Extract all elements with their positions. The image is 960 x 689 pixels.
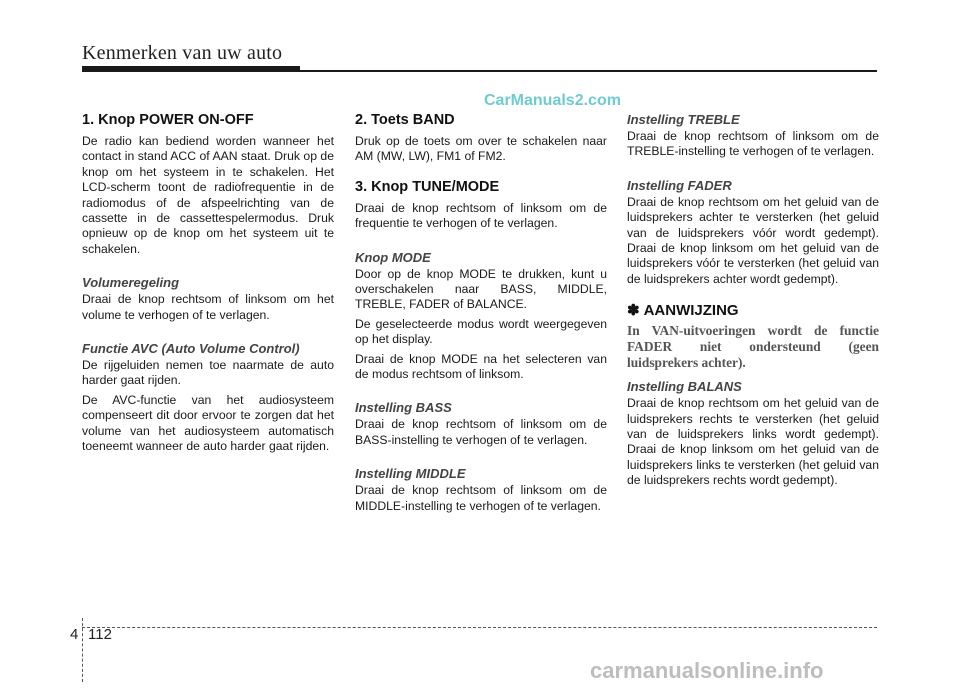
chapter-number: 4 bbox=[70, 626, 79, 643]
section-text-avc-1: De rijgeluiden nemen toe naarmate de auto harder gaat rijden. bbox=[82, 358, 334, 388]
note-heading bbox=[627, 301, 879, 319]
header-bar bbox=[82, 66, 300, 72]
section-title-tune-mode: 3. Knop TUNE/MODE bbox=[355, 178, 500, 195]
section-title-fader: Instelling FADER bbox=[627, 177, 732, 193]
section-title-volume: Volumeregeling bbox=[82, 275, 180, 291]
column-2 bbox=[355, 112, 607, 518]
section-text-mode-3: Draai de knop MODE na het selecteren van de modus rechtsom of linksom. bbox=[355, 351, 607, 382]
section-text-tune-mode: Draai de knop rechtsom of linksom om de frequentie te verhogen of te verlagen. bbox=[355, 200, 607, 231]
section-text-fader: Draai de knop rechtsom om het geluid van de luidsprekers achter te versterken (het geluid van de luidsprekers vóór wordt gedempt). Draai de knop linksom om het geluid van de luidsprekers vóór te versterken (het geluid van de luidsprekers achter wordt gedempt). bbox=[627, 194, 879, 286]
note-text: In VAN-uitvoeringen wordt de functie FADER niet ondersteund (geen luidsprekers achter). bbox=[627, 323, 879, 371]
section-title-bass: Instelling BASS bbox=[355, 400, 452, 416]
section-title-band: 2. Toets BAND bbox=[355, 112, 455, 128]
section-text-mode-1: Door op de knop MODE te drukken, kunt u overschakelen naar BASS, MIDDLE, TREBLE, FADER of BALANCE. bbox=[355, 266, 607, 312]
note-title: AANWIJZING bbox=[643, 301, 739, 319]
section-text-band: Druk op de toets om over te schakelen naar AM (MW, LW), FM1 of FM2. bbox=[355, 134, 607, 164]
section-text-treble: Draai de knop rechtsom of linksom om de TREBLE-instelling te verhogen of te verlagen. bbox=[627, 129, 879, 159]
watermark-top: CarManuals2.com bbox=[484, 92, 621, 109]
note-star-icon: ✽ bbox=[627, 302, 640, 320]
section-title-power: 1. Knop POWER ON-OFF bbox=[82, 112, 254, 128]
footer-rule bbox=[82, 627, 877, 628]
page-number: 112 bbox=[88, 626, 112, 643]
section-title-balance: Instelling BALANS bbox=[627, 379, 742, 395]
section-text-middle: Draai de knop rechtsom of linksom om de MIDDLE-instelling te verhogen of te verlagen. bbox=[355, 483, 607, 513]
section-text-balance: Draai de knop rechtsom om het geluid van de luidsprekers rechts te versterken (het geluid van de luidsprekers links wordt gedempt). Draai de knop linksom om het geluid van de luidsprekers links te versterken (het geluid van de luidsprekers rechts wordt gedempt). bbox=[627, 396, 879, 488]
section-title-treble: Instelling TREBLE bbox=[627, 112, 740, 127]
section-text-mode-2: De geselecteerde modus wordt weergegeven op het display. bbox=[355, 316, 607, 347]
section-text-power: De radio kan bediend worden wanneer het contact in stand ACC of AAN staat. Druk op de knop om het systeem in te schakelen. Het LCD-scherm toont de radiofrequentie in de radiomodus of de afspeelrichting van de cassette in de cassettespelermodus. Druk opnieuw op de knop om het systeem uit te schakelen. bbox=[82, 134, 334, 256]
column-1 bbox=[82, 112, 334, 459]
footer-divider bbox=[82, 618, 83, 682]
watermark-bottom: carmanualsonline.info bbox=[590, 658, 824, 683]
section-title-avc: Functie AVC (Auto Volume Control) bbox=[82, 341, 300, 357]
section-text-bass: Draai de knop rechtsom of linksom om de BASS-instelling te verhogen of te verlagen. bbox=[355, 417, 607, 447]
section-title-mode: Knop MODE bbox=[355, 249, 431, 265]
section-title-middle: Instelling MIDDLE bbox=[355, 466, 466, 482]
page-header-title: Kenmerken van uw auto bbox=[82, 42, 283, 64]
section-text-volume: Draai de knop rechtsom of linksom om het volume te verhogen of te verlagen. bbox=[82, 292, 334, 322]
section-text-avc-2: De AVC-functie van het audiosysteem compenseert dit door ervoor te zorgen dat het volume van het audiosysteem automatisch toeneemt wanneer de auto harder gaat rijden. bbox=[82, 392, 334, 454]
header-rule bbox=[300, 70, 877, 72]
column-3 bbox=[627, 112, 879, 493]
